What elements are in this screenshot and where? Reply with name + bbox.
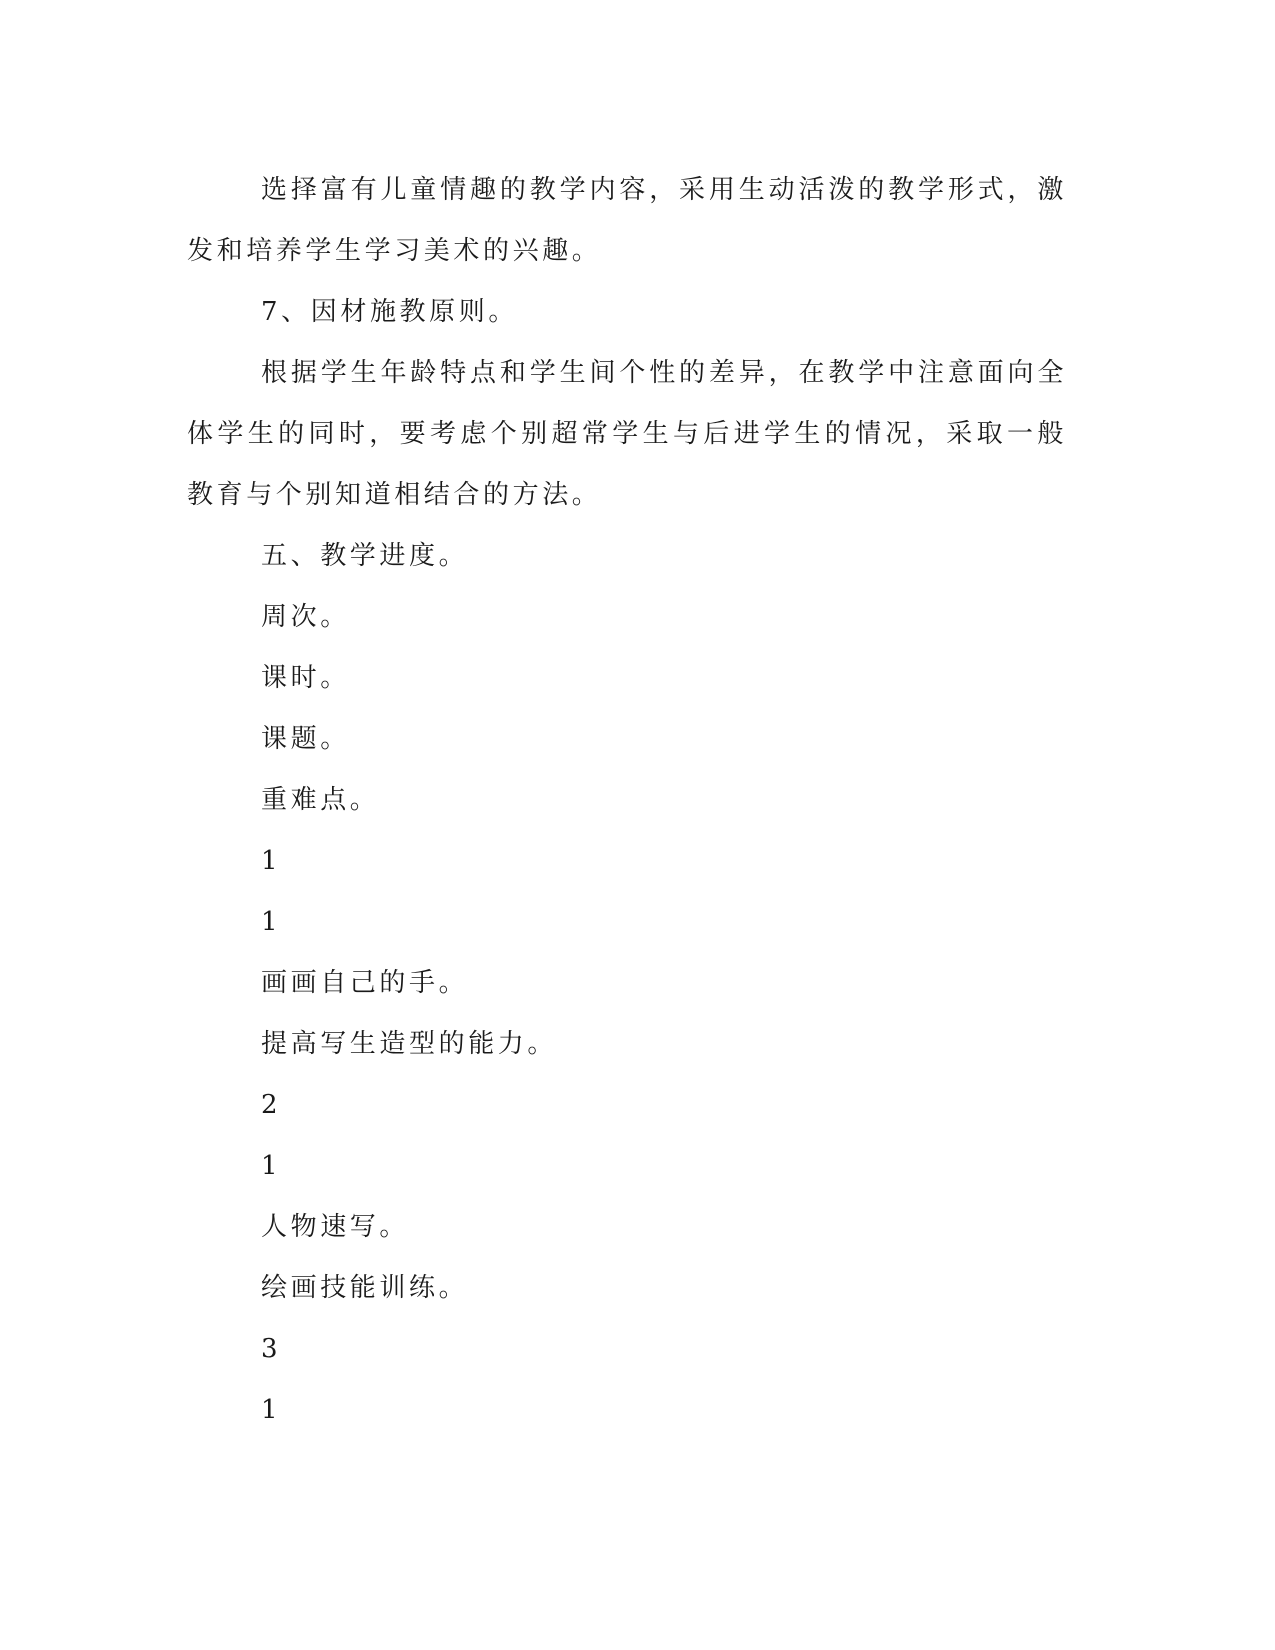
- schedule-header-hours: 课时。: [261, 663, 350, 693]
- paragraph-aptitude-principle-text: 根据学生年龄特点和学生间个性的差异，在教学中注意面向全体学生的同时，要考虑个别超常学生与后进学生的情况，采取一般教育与个别知道相结合的方法。: [187, 358, 1067, 510]
- schedule-week-3: 3: [261, 1334, 282, 1364]
- schedule-topic-1: 画画自己的手。: [261, 968, 469, 998]
- schedule-key-points-2: 绘画技能训练。: [261, 1273, 469, 1303]
- paragraph-interest-principle-text: 选择富有儿童情趣的教学内容，采用生动活泼的教学形式，激发和培养学生学习美术的兴趣。: [187, 175, 1067, 266]
- schedule-topic-2: 人物速写。: [261, 1212, 410, 1242]
- schedule-header-week: 周次。: [261, 602, 350, 632]
- schedule-key-points-1: 提高写生造型的能力。: [261, 1029, 558, 1059]
- schedule-week-2: 2: [261, 1090, 282, 1120]
- document-body: [187, 160, 1067, 1441]
- schedule-week-1: 1: [261, 846, 282, 876]
- heading-teach-by-aptitude: 7、因材施教原则。: [261, 297, 518, 327]
- schedule-hours-3: 1: [261, 1395, 282, 1425]
- schedule-header-topic: 课题。: [261, 724, 350, 754]
- schedule-hours-1: 1: [261, 907, 282, 937]
- heading-teaching-schedule: 五、教学进度。: [261, 541, 469, 571]
- schedule-header-key-points: 重难点。: [261, 785, 380, 815]
- schedule-hours-2: 1: [261, 1151, 282, 1181]
